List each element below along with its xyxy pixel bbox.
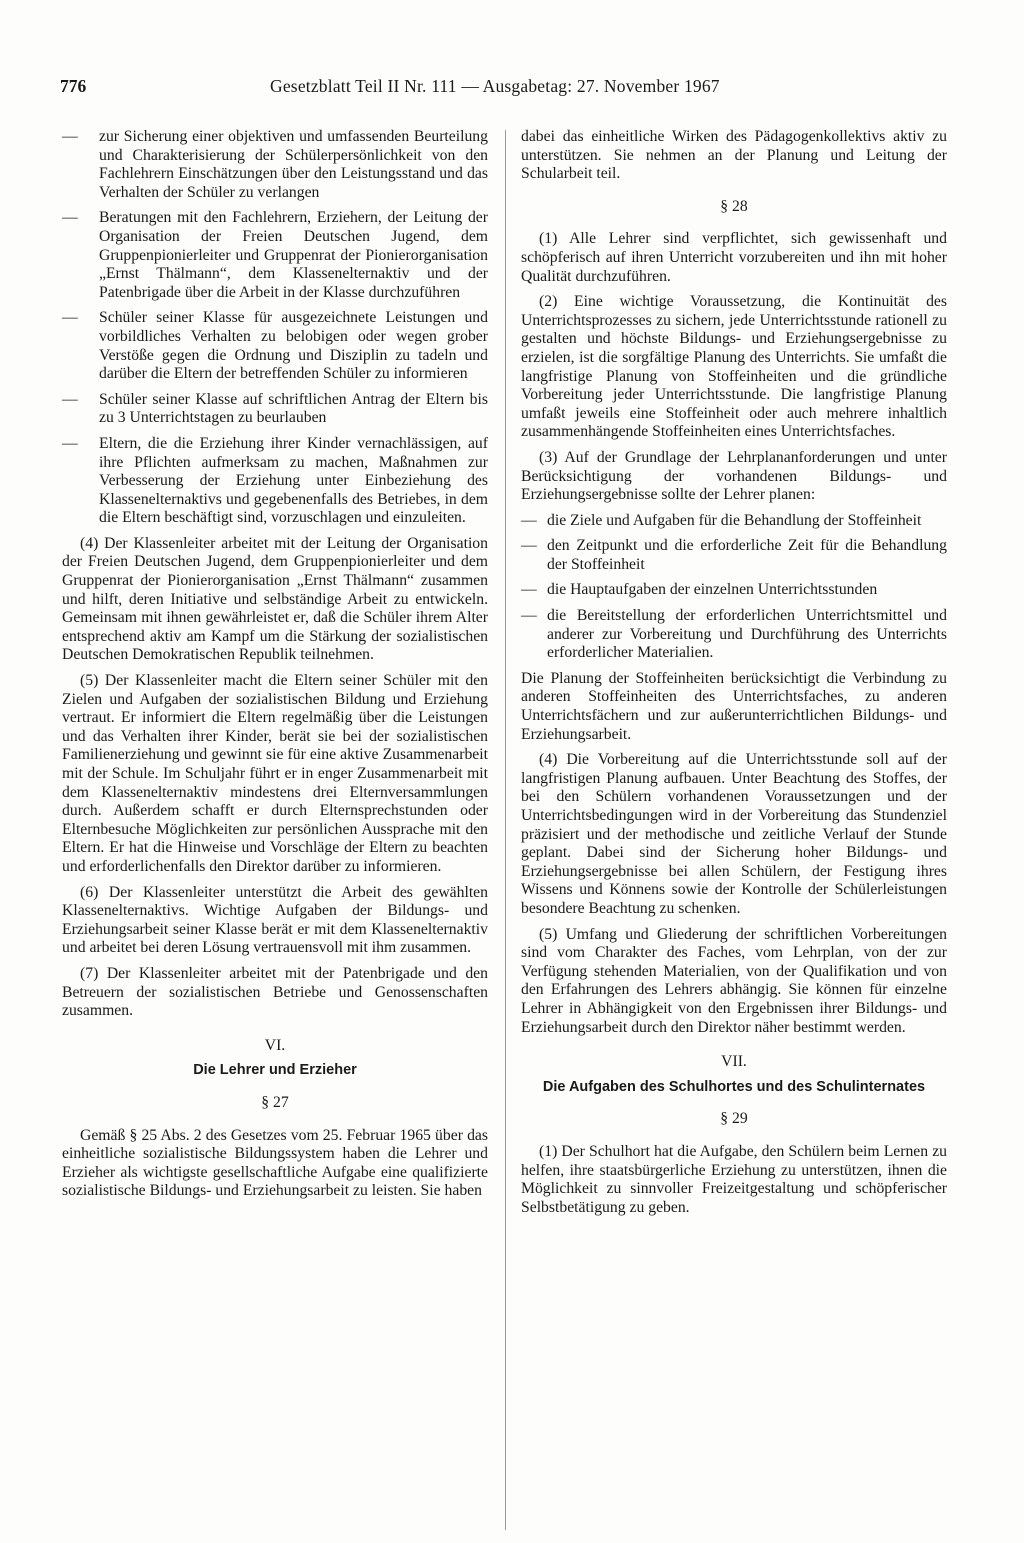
list-item <box>521 537 947 574</box>
paragraph-3-continued: Die Planung der Stoffeinheiten berücksichtigt die Verbindung zu anderen Stoffeinheiten des Unterrichtsfaches, zu anderen Unterrichtsfächern und zur außerunterrichtlichen Bildungs- und Erziehungsarbeit. <box>521 669 947 743</box>
gazette-title: Gesetzblatt Teil II Nr. 111 — Ausgabetag: 27. November 1967 <box>270 76 720 96</box>
continued-paragraph: dabei das einheitliche Wirken des Pädagogenkollektivs aktiv zu unterstützen. Sie nehmen an der Planung und Leitung der Schularbeit teil. <box>521 128 947 183</box>
dash-bullet: — <box>521 511 537 529</box>
paragraph-heading: § 29 <box>720 1110 748 1128</box>
dash-bullet: — <box>521 537 537 555</box>
paragraph-27: Gemäß § 25 Abs. 2 des Gesetzes vom 25. Februar 1965 über das einheitliche sozialistische Bildungssystem haben die Lehrer und Erzieher als wichtigste gesellschaftliche Aufgabe eine qualifizierte sozialistische Bildungs- und Erziehungsarbeit zu leisten. Sie haben <box>62 1126 488 1200</box>
paragraph-5: (5) Umfang und Gliederung der schriftlichen Vorbereitungen sind vom Charakter des Faches, vom Lehrplan, von der zur Verfügung stehenden Materialien, von der Qualifikation und von den Erfahrungen des Lehrers abhängig. Sie können für einzelne Lehrer in Abhängigkeit von den Ergebnissen ihrer Bildungs- und Erziehungsarbeit durch den Direktor näher bestimmt werden. <box>521 925 947 1036</box>
paragraph-5: (5) Der Klassenleiter macht die Eltern seiner Schüler mit den Zielen und Aufgaben der sozialistischen Bildung und Erziehung vertraut. Er informiert die Eltern regelmäßig über die Leistungen und das Verhalten ihrer Kinder, berät sie bei der sozialistischen Familienerziehung und gewinnt sie für eine aktive Zusammenarbeit mit der Schule. Im Schuljahr führt er in enger Zusammenarbeit mit dem Klassenelternaktiv mindestens drei Elternversammlungen durch. Außerdem schafft er durch Elternsprechstunden oder Elternbesuche Möglichkeiten zur persönlichen Aussprache mit den Eltern. Er hat die Hinweise und Vorschläge der Eltern zu beachten und erforderlichenfalls den Direktor darüber zu informieren. <box>62 672 488 875</box>
paragraph-heading: § 28 <box>720 197 748 215</box>
dash-bullet: — <box>62 128 78 145</box>
list-item-text: die Ziele und Aufgaben für die Behandlung der Stoffeinheit <box>547 511 922 529</box>
dash-bullet: — <box>521 607 537 625</box>
list-item-text: Eltern, die die Erziehung ihrer Kinder vernachlässigen, auf ihre Pflichten aufmerksam zu machen, Maßnahmen zur Verbesserung der Erziehung unter Einbeziehung des Klassenelternaktivs und gegebenenfalls des Betriebes, in dem die Eltern beschäftigt sind, vorzuschlagen und einzuleiten. <box>99 434 488 527</box>
dash-bullet: — <box>62 434 78 452</box>
list-item <box>521 607 947 663</box>
section-number: VII. <box>721 1053 747 1071</box>
dash-bullet: — <box>62 390 78 408</box>
page-number: 776 <box>60 76 87 96</box>
list-item <box>62 435 488 528</box>
list-item-text: den Zeitpunkt und die erforderliche Zeit für die Behandlung der Stoffeinheit <box>547 537 947 573</box>
page-header <box>60 76 964 106</box>
paragraph-heading: § 27 <box>261 1093 289 1111</box>
paragraph-6: (6) Der Klassenleiter unterstützt die Arbeit des gewählten Klassenelternaktivs. Wichtige Aufgaben der Bildungs- und Erziehungsarbeit seiner Klasse berät er mit dem Klassenelternaktiv und arbeitet bei deren Lösung vertrauensvoll mit ihm zusammen. <box>62 883 488 957</box>
list-item-text: zur Sicherung einer objektiven und umfassenden Beurteilung und Charakterisierung der Schülerpersönlichkeit von den Fachlehrern Einschätzungen über den Leistungsstand und das Verhalten der Schüler zu verlangen <box>99 128 488 201</box>
list-item-text: Schüler seiner Klasse auf schriftlichen Antrag der Eltern bis zu 3 Unterrichtstagen zu beurlauben <box>99 390 488 427</box>
right-column <box>521 128 947 1224</box>
list-item <box>62 391 488 428</box>
list-item <box>521 512 947 531</box>
paragraph-1: (1) Alle Lehrer sind verpflichtet, sich gewissenhaft und schöpferisch auf ihren Unterricht vorzubereiten und ihn mit hoher Qualität durchzuführen. <box>521 230 947 285</box>
list-item <box>521 581 947 600</box>
section-heading: Die Lehrer und Erzieher <box>193 1062 357 1079</box>
list-item-text: die Hauptaufgaben der einzelnen Unterrichtsstunden <box>547 581 878 599</box>
column-divider <box>505 130 506 1530</box>
left-column <box>62 128 488 1208</box>
dash-bullet: — <box>521 581 537 599</box>
section-heading: Die Aufgaben des Schulhortes und des Schulinternates <box>542 1078 926 1095</box>
list-item-text: Schüler seiner Klasse für ausgezeichnete Leistungen und vorbildliches Verhalten zu belobigen oder wegen grober Verstöße gegen die Ordnung und Disziplin zu tadeln und darüber die Eltern der betreffenden Schüler zu informieren <box>99 309 488 383</box>
list-item <box>62 209 488 302</box>
paragraph-3: (3) Auf der Grundlage der Lehrplananforderungen und unter Berücksichtigung der vorhandenen Bildungs- und Erziehungsergebnisse sollte der Lehrer planen: <box>521 448 947 504</box>
section-number: VI. <box>264 1036 286 1054</box>
list-item-text: die Bereitstellung der erforderlichen Unterrichtsmittel und anderer zur Vorbereitung und Durchführung des Unterrichts erforderlicher Materialien. <box>547 607 947 662</box>
list-item <box>62 309 488 383</box>
dash-bullet: — <box>62 209 78 227</box>
paragraph-4: (4) Die Vorbereitung auf die Unterrichtsstunde soll auf der langfristigen Planung aufbauen. Unter Beachtung des Stoffes, der bei den Schülern vorhandenen Voraussetzungen und der Unterrichtsbedingungen wird in der Vorbereitung das Stundenziel präzisiert und der methodische und zeitliche Verlauf der Stunde geplant. Dabei sind der Sicherung hoher Bildungs- und Erziehungsergebnisse bei allen Schülern, der Festigung ihres Wissens und Könnens sowie der Kontrolle der Schülerleistungen besondere Beachtung zu schenken. <box>521 751 947 917</box>
list-item <box>62 128 488 202</box>
paragraph-4: (4) Der Klassenleiter arbeitet mit der Leitung der Organisation der Freien Deutschen Jugend, dem Gruppenpionierleiter und dem Gruppenrat der Pionierorganisation „Ernst Thälmann“ zusammen und hilft, deren Initiative und selbständige Arbeit zu entwickeln. Gemeinsam mit ihnen gewährleistet er, daß die Schüler ihrem Alter entsprechend aktiv am Kampf um die Stärkung der sozialistischen Deutschen Demokratischen Republik teilnehmen. <box>62 534 488 664</box>
paragraph-2: (2) Eine wichtige Voraussetzung, die Kontinuität des Unterrichtsprozesses zu sichern, jede Unterrichtsstunde rationell zu gestalten und höchste Bildungs- und Erziehungsergebnisse zu erzielen, ist die sorgfältige Planung des Unterrichts. Sie umfaßt die langfristige Planung von Stoffeinheiten und die gründliche Vorbereitung jeder Unterrichtsstunde. Die langfristige Planung umfaßt jeweils eine Stoffeinheit oder auch mehrere inhaltlich zusammenhängende Stoffeinheiten eines Unterrichtsfaches. <box>521 293 947 441</box>
dash-bullet: — <box>62 309 78 327</box>
list-item-text: Beratungen mit den Fachlehrern, Erziehern, der Leitung der Organisation der Freien Deutschen Jugend, dem Gruppenpionierleiter und Gruppenrat der Pionierorganisation „Ernst Thälmann“, dem Klassenelternaktiv und der Patenbrigade über die Arbeit in der Klasse durchzuführen <box>99 209 488 301</box>
paragraph-7: (7) Der Klassenleiter arbeitet mit der Patenbrigade und den Betreuern der sozialistischen Betriebe und Genossenschaften zusammen. <box>62 964 488 1020</box>
paragraph-29-1: (1) Der Schulhort hat die Aufgabe, den Schülern beim Lernen zu helfen, ihre staatsbürgerliche Erziehung zu unterstützen, ihnen die Möglichkeit zu sinnvoller Freizeitgestaltung und schöpferischer Selbstbetätigung zu geben. <box>521 1142 947 1216</box>
